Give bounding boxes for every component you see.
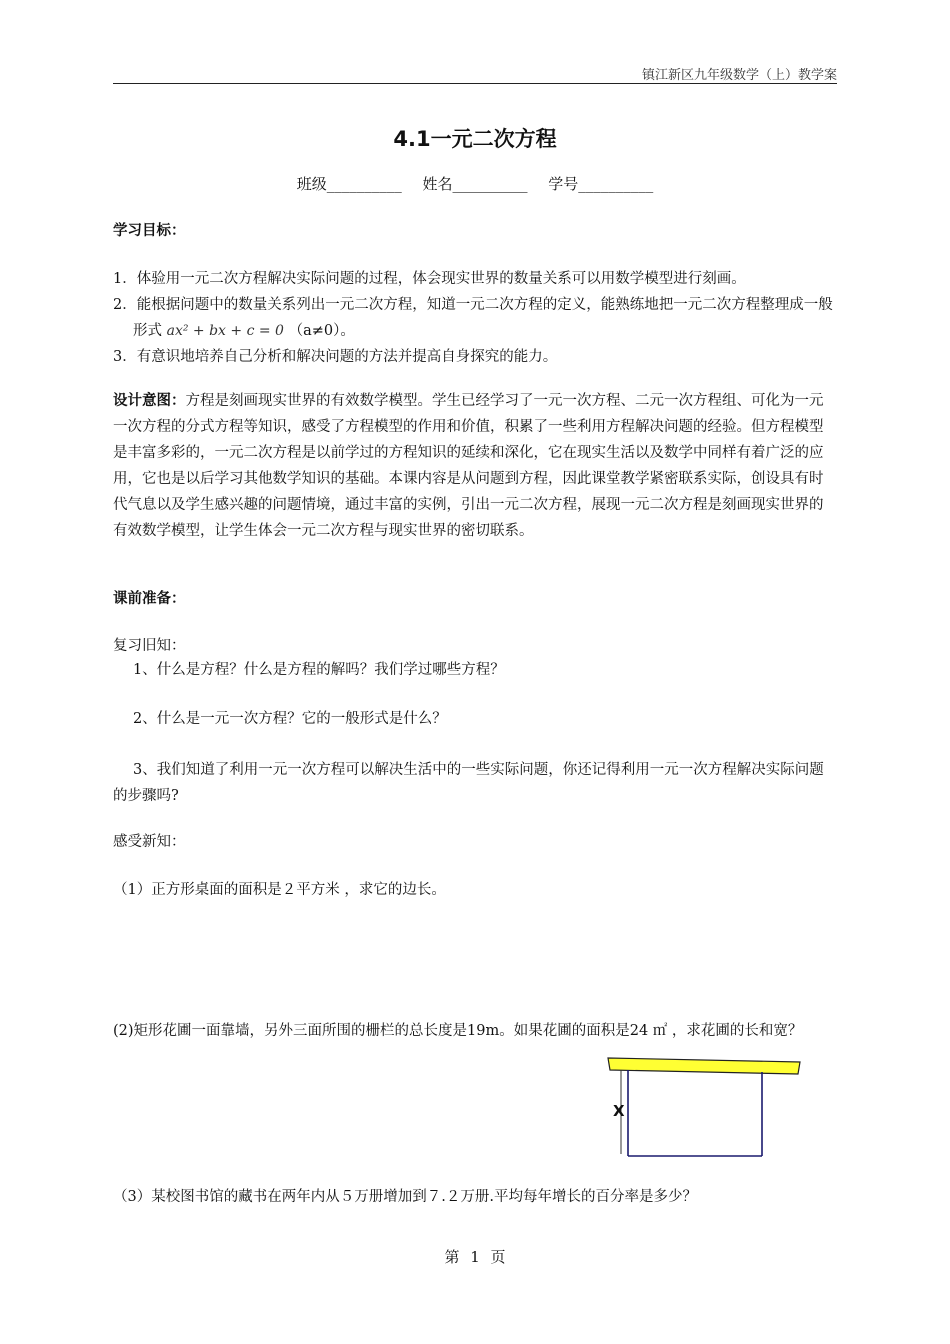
goal-item-2: 2．能根据问题中的数量关系列出一元二次方程，知道一元二次方程的定义，能熟练地把一元二次方程整理成一般形式 ax² + bx + c = 0 （a≠0）。 xyxy=(113,297,833,339)
number-field[interactable]: 学号__________ xyxy=(548,175,654,193)
wall-bar xyxy=(608,1058,800,1074)
header-rule xyxy=(113,83,837,84)
review-item-2: 2、什么是一元一次方程？它的一般形式是什么？ xyxy=(133,711,447,727)
design-heading: 设计意图： xyxy=(113,393,186,409)
review-label: 复习旧知： xyxy=(113,638,186,654)
goals-list xyxy=(113,266,837,370)
name-field[interactable]: 姓名__________ xyxy=(422,175,528,193)
problem-1: （1）正方形桌面的面积是２平方米 ，求它的边长。 xyxy=(113,882,446,898)
garden-diagram xyxy=(600,1050,810,1160)
page-number: 第 1 页 xyxy=(444,1248,506,1266)
side-label-x: X xyxy=(613,1102,625,1120)
review-item-3: 3、我们知道了利用一元一次方程可以解决生活中的一些实际问题，你还记得利用一元一次方程解决实际问题的步骤吗? xyxy=(113,762,824,804)
design-intent xyxy=(113,388,837,544)
problem-2: (2)矩形花圃一面靠墙，另外三面所围的栅栏的总长度是19m。如果花圃的面积是24 ㎡ ，求花圃的长和宽？ xyxy=(113,1023,803,1039)
page-title: 4.1一元二次方程 xyxy=(393,127,557,151)
general-form-formula: ax² + bx + c = 0 xyxy=(166,323,284,339)
prep-heading: 课前准备： xyxy=(113,591,186,607)
student-fields xyxy=(0,173,950,194)
goals-heading: 学习目标： xyxy=(113,223,186,239)
problem-3: （3）某校图书馆的藏书在两年内从５万册增加到７.２万册.平均每年增长的百分率是多少？ xyxy=(113,1189,697,1205)
goal-item-3: 3．有意识地培养自己分析和解决问题的方法并提高自身探究的能力。 xyxy=(113,349,558,365)
header-text: 镇江新区九年级数学（上）教学案 xyxy=(641,68,837,83)
review-item-1: 1、什么是方程？什么是方程的解吗？我们学过哪些方程？ xyxy=(133,662,505,678)
design-text: 方程是刻画现实世界的有效数学模型。学生已经学习了一元一次方程、二元一次方程组、可化为一元一次方程的分式方程等知识，感受了方程模型的作用和价值，积累了一些利用方程解决问题的经验。但方程模型是丰富多彩的，一元二次方程是以前学过的方程知识的延续和深化，它在现实生活以及数学中同样有着广泛的应用，它也是以后学习其他数学知识的基础。本课内容是从问题到方程，因此课堂教学紧密联系实际，创设具有时代气息以及学生感兴趣的问题情境，通过丰富的实例，引出一元二次方程，展现一元二次方程是刻画现实世界的有效数学模型，让学生体会一元二次方程与现实世界的密切联系。 xyxy=(113,393,824,539)
class-field[interactable]: 班级__________ xyxy=(296,175,402,193)
goal-item-1: 1．体验用一元二次方程解决实际问题的过程，体会现实世界的数量关系可以用数学模型进行刻画。 xyxy=(113,271,746,287)
new-knowledge-label: 感受新知： xyxy=(113,834,186,850)
